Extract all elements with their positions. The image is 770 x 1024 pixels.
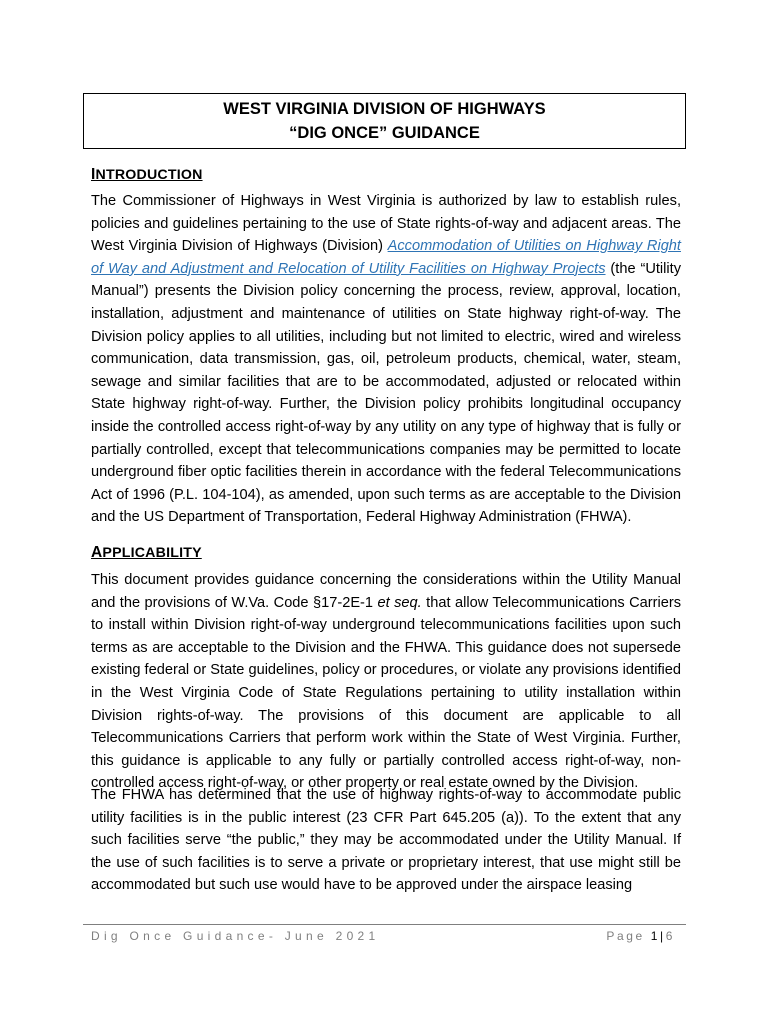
introduction-heading: INTRODUCTION — [91, 166, 203, 183]
title-line-1: WEST VIRGINIA DIVISION OF HIGHWAYS — [223, 100, 546, 118]
applicability-paragraph-2: The FHWA has determined that the use of highway rights-of-way to accommodate public utility facilities is in the public interest (23 CFR Part 645.205 (a)). To the extent that any such facilities serve “the public,” they may be accommodated under the Utility Manual. If the use of such facilities is to serve a private or proprietary interest, that use might still be accommodated but such use would have to be approved under the airspace leasing — [91, 787, 681, 894]
footer-page-number: Page 1|6 — [606, 929, 675, 943]
footer-divider — [83, 924, 686, 925]
introduction-paragraph: The Commissioner of Highways in West Virginia is authorized by law to establish rules, policies and guidelines pertaining to the use of State rights-of-way and adjacent areas. The West Virginia Division of Highways (Division) Accommodation of Utilities on Highway Right of Way and Adjustment and Relocation of Utility Facilities on Highway Projects (the “Utility Manual”) presents the Division policy concerning the process, review, approval, location, installation, adjustment and maintenance of utilities on State highway right-of-way. The Division policy applies to all utilities, including but not limited to electric, wired and wireless communication, data transmission, gas, oil, petroleum products, chemical, water, steam, sewage and similar facilities that are to be accommodated, adjusted or relocated within State highway right-of-way. Further, the Division policy prohibits longitudinal occupancy inside the controlled access right-of-way by any utility on any type of highway that is fully or partially controlled, except that telecommunications companies may be permitted to locate underground fiber optic facilities therein in accordance with the federal Telecommunications Act of 1996 (P.L. 104-104), as amended, upon such terms as are acceptable to the Division and the US Department of Transportation, Federal Highway Administration (FHWA). — [91, 193, 681, 526]
footer-document-title: Dig Once Guidance- June 2021 — [91, 929, 380, 943]
applicability-heading: APPLICABILITY — [91, 544, 202, 561]
applicability-paragraph-1: This document provides guidance concerning the considerations within the Utility Manual and the provisions of W.Va. Code §17-2E-1 et seq. that allow Telecommunications Carriers to install within Division right-of-way underground telecommunications facilities upon such terms as are acceptable to the Division and the FHWA. This guidance does not supersede existing federal or State guidelines, policy or procedures, or violate any provisions identified in the West Virginia Code of State Regulations pertaining to utility installation within Division rights-of-way. The provisions of this document are applicable to all Telecommunications Carriers that perform work within the State of West Virginia. Further, this guidance is applicable to any fully or partially controlled access right-of-way, non-controlled access right-of-way, or other property or real estate owned by the Division. — [91, 572, 681, 792]
title-line-2: “DIG ONCE” GUIDANCE — [289, 124, 480, 142]
title-box — [83, 93, 686, 149]
utility-manual-link[interactable]: Accommodation of Utilities on Highway Right of Way and Adjustment and Relocation of Utility Facilities on Highway Projects — [91, 238, 681, 277]
